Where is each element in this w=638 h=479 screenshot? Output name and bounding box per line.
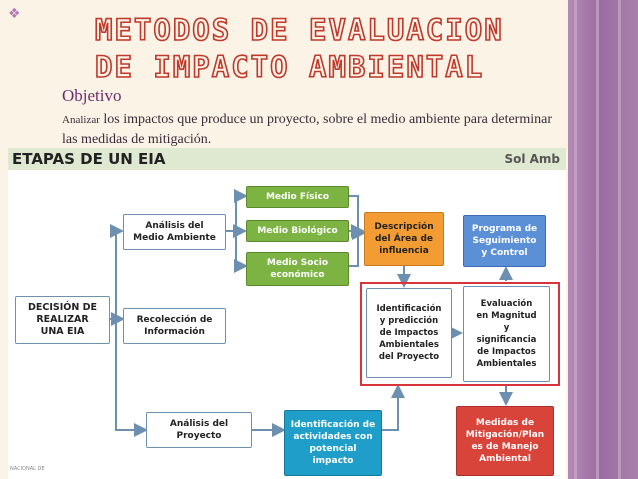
slide-title-line1: METODOS DE EVALUACION xyxy=(95,13,504,47)
right-decorative-sidebar xyxy=(568,0,638,479)
eia-stages-diagram xyxy=(8,148,566,479)
activities-identification-box: Identificación de actividades con potencial impacto xyxy=(284,410,382,476)
objective-text xyxy=(62,110,567,150)
sidebar-stripe xyxy=(618,0,621,479)
objective-rest: los impactos que produce un proyecto, sobre el medio ambiente para determinar las medidas de mitigación. xyxy=(62,112,552,147)
physical-environment-box: Medio Físico xyxy=(246,186,349,208)
monitoring-program-box: Programa de Seguimiento y Control xyxy=(463,215,546,267)
socioeconomic-environment-box: Medio Socio económico xyxy=(246,252,349,286)
diagram-title: ETAPAS DE UN EIA xyxy=(12,150,166,168)
mitigation-measures-box: Medidas de Mitigación/Plan es de Manejo Ambiental xyxy=(456,406,554,476)
sidebar-stripe xyxy=(596,0,599,479)
bullet-icon: ❖ xyxy=(8,6,21,22)
decision-box: DECISIÓN DE REALIZAR UNA EIA xyxy=(15,296,110,344)
sidebar-stripe xyxy=(574,0,577,479)
project-analysis-box: Análisis del Proyecto xyxy=(146,412,252,448)
institution-seal: NACIONAL DE xyxy=(10,466,45,472)
environment-analysis-box: Análisis del Medio Ambiente xyxy=(123,214,226,250)
impact-identification-box: Identificación y predicción de Impactos Ambientales del Proyecto xyxy=(366,288,452,378)
objective-first-word: Analizar xyxy=(62,114,100,126)
biological-environment-box: Medio Biológico xyxy=(246,220,349,242)
influence-area-box: Descripción del Área de influencia xyxy=(364,212,444,266)
objective-heading: Objetivo xyxy=(62,86,122,105)
slide-title-line2: DE IMPACTO AMBIENTAL xyxy=(95,50,485,84)
information-collection-box: Recolección de Información xyxy=(123,308,226,344)
impact-evaluation-box: Evaluación en Magnitud y significancia de Impactos Ambientales xyxy=(463,286,550,382)
diagram-brand: Sol Amb xyxy=(504,152,560,166)
